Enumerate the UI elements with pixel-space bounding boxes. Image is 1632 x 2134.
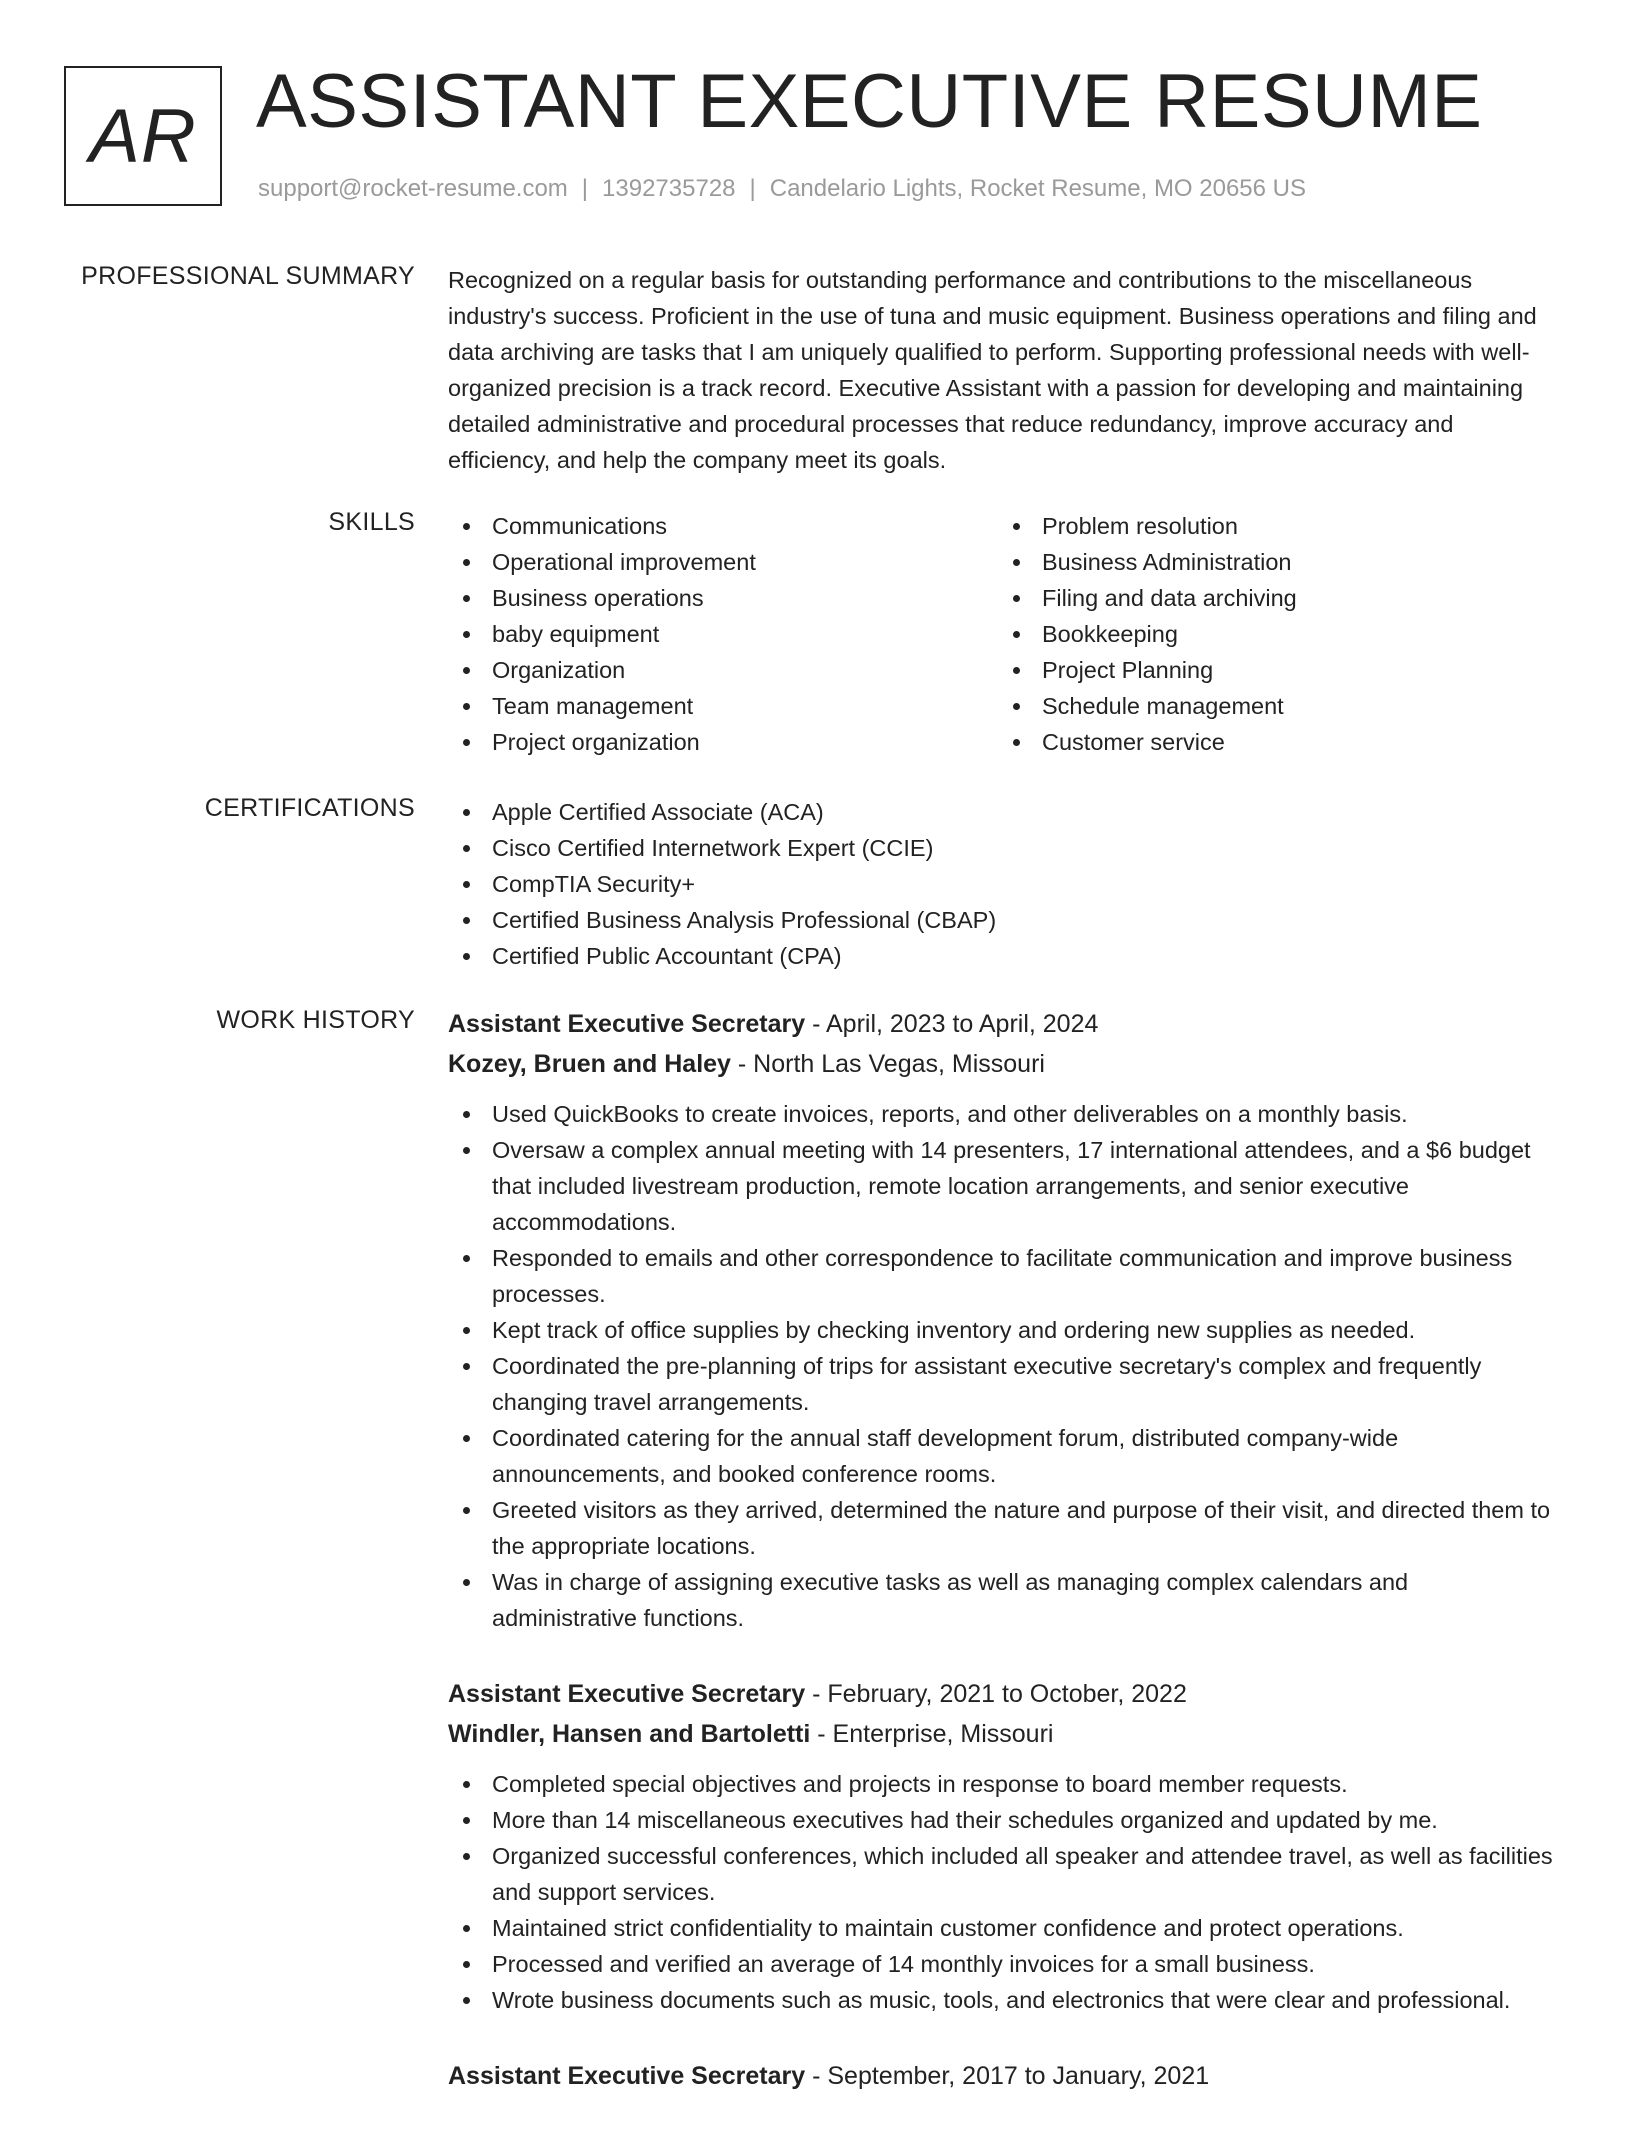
job-duty-item: Greeted visitors as they arrived, determined the nature and purpose of their visit, and directed them to the appropriate locations. [448,1492,1558,1564]
skills-list-left [448,508,998,760]
job-company: Kozey, Bruen and Haley [448,1050,731,1078]
skills-body [448,508,1558,760]
skill-item: Organization [448,652,998,688]
job-dates: - February, 2021 to October, 2022 [805,1680,1187,1708]
certification-item: CompTIA Security+ [448,866,1558,902]
job-company-line [448,1044,1558,1084]
skill-item: Bookkeeping [998,616,1548,652]
summary-text: Recognized on a regular basis for outstanding performance and contributions to the miscellaneous industry's success. Proficient in the use of tuna and music equipment. Business operations and filing and data archiving are tasks that I am uniquely qualified to perform. Supporting professional needs with well-organized precision is a track record. Executive Assistant with a passion for developing and maintaining detailed administrative and procedural processes that reduce redundancy, improve accuracy and efficiency, and help the company meet its goals. [448,267,1537,473]
job-title-line [448,1674,1558,1714]
job-duty-item: Completed special objectives and projects in response to board member requests. [448,1766,1558,1802]
job-duty-item: Kept track of office supplies by checking inventory and ordering new supplies as needed. [448,1312,1558,1348]
job-duty-item: Oversaw a complex annual meeting with 14 presenters, 17 international attendees, and a $6 budget that included livestream production, remote location arrangements, and senior executive accommodations. [448,1132,1558,1240]
job-title: Assistant Executive Secretary [448,1010,806,1038]
job-duty-item: Maintained strict confidentiality to maintain customer confidence and protect operations. [448,1910,1558,1946]
contact-separator: | [581,175,589,202]
contact-separator: | [749,175,756,202]
skill-item: Project organization [448,724,998,760]
certifications-list [448,794,1558,974]
section-label-work-history: WORK HISTORY [216,1006,415,1034]
job-duty-item: More than 14 miscellaneous executives had their schedules organized and updated by me. [448,1802,1558,1838]
resume-title: ASSISTANT EXECUTIVE RESUME [256,59,1483,144]
skills-list-right [998,508,1548,760]
certification-item: Certified Business Analysis Professional (CBAP) [448,902,1558,938]
monogram-box [64,66,222,206]
contact-address: Candelario Lights, Rocket Resume, MO 20656 US [769,175,1307,202]
job-entry [448,1004,1558,1636]
work-history-body [448,1004,1558,2134]
job-duties-list [448,1096,1558,1636]
skill-item: Project Planning [998,652,1548,688]
certification-item: Cisco Certified Internetwork Expert (CCIE) [448,830,1558,866]
skill-item: baby equipment [448,616,998,652]
skill-item: Operational improvement [448,544,998,580]
certifications-body [448,794,1558,974]
job-duties-list [448,1766,1558,2018]
skill-item: Business Administration [998,544,1548,580]
job-entry [448,1674,1558,2018]
job-entry [448,2056,1558,2096]
job-duty-item: Used QuickBooks to create invoices, reports, and other deliverables on a monthly basis. [448,1096,1558,1132]
skill-item: Team management [448,688,998,724]
skill-item: Customer service [998,724,1548,760]
skill-item: Business operations [448,580,998,616]
job-duty-item: Processed and verified an average of 14 monthly invoices for a small business. [448,1946,1558,1982]
job-company-line [448,1714,1558,1754]
summary-body [448,262,1558,478]
section-label-skills: SKILLS [328,508,415,536]
job-title: Assistant Executive Secretary [448,2062,806,2090]
job-dates: - September, 2017 to January, 2021 [805,2062,1210,2090]
contact-email: support@rocket-resume.com [258,175,568,202]
job-location: - North Las Vegas, Missouri [730,1050,1045,1078]
contact-phone: 1392735728 [602,175,736,202]
job-location: - Enterprise, Missouri [810,1720,1054,1748]
job-duty-item: Wrote business documents such as music, tools, and electronics that were clear and professional. [448,1982,1558,2018]
job-duty-item: Organized successful conferences, which included all speaker and attendee travel, as well as facilities and support services. [448,1838,1558,1910]
job-duty-item: Was in charge of assigning executive tasks as well as managing complex calendars and administrative functions. [448,1564,1558,1636]
skill-item: Communications [448,508,998,544]
job-dates: - April, 2023 to April, 2024 [805,1010,1099,1038]
skill-item: Problem resolution [998,508,1548,544]
contact-line [258,175,1306,203]
job-duty-item: Coordinated the pre-planning of trips for assistant executive secretary's complex and frequently changing travel arrangements. [448,1348,1558,1420]
job-title: Assistant Executive Secretary [448,1680,806,1708]
job-title-line [448,1004,1558,1044]
certification-item: Certified Public Accountant (CPA) [448,938,1558,974]
skill-item: Schedule management [998,688,1548,724]
job-title-line [448,2056,1558,2096]
job-duty-item: Responded to emails and other correspondence to facilitate communication and improve business processes. [448,1240,1558,1312]
certification-item: Apple Certified Associate (ACA) [448,794,1558,830]
monogram: AR [89,93,197,179]
section-label-summary: PROFESSIONAL SUMMARY [81,262,415,290]
job-duty-item: Coordinated catering for the annual staff development forum, distributed company-wide announcements, and booked conference rooms. [448,1420,1558,1492]
section-label-certifications: CERTIFICATIONS [204,794,415,822]
job-company: Windler, Hansen and Bartoletti [448,1720,811,1748]
skill-item: Filing and data archiving [998,580,1548,616]
